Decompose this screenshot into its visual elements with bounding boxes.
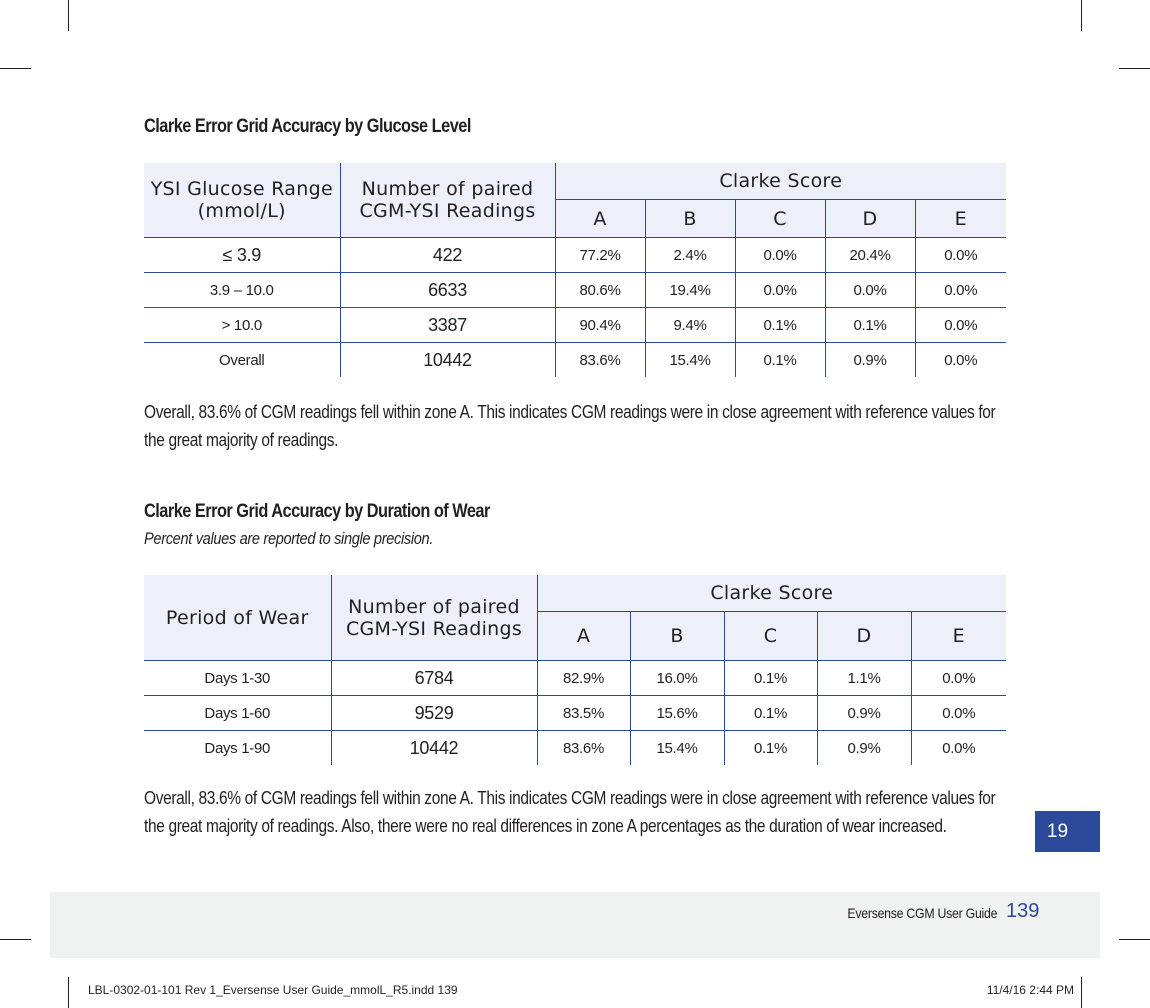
- zone-b-cell: 19.4%: [645, 273, 735, 308]
- count-cell: 10442: [340, 343, 555, 378]
- footer-guide-name: Eversense CGM User Guide: [847, 905, 997, 921]
- zone-b-cell: 16.0%: [630, 661, 724, 696]
- count-cell: 9529: [331, 696, 537, 731]
- col-header-count: Number of paired CGM-YSI Readings: [331, 575, 537, 661]
- section1-title: Clarke Error Grid Accuracy by Glucose Level: [144, 116, 471, 137]
- zone-b-cell: 15.4%: [645, 343, 735, 378]
- crop-mark: [0, 68, 31, 69]
- range-cell: > 10.0: [144, 308, 340, 343]
- zone-e-cell: 0.0%: [915, 308, 1006, 343]
- zone-d-cell: 0.0%: [825, 273, 915, 308]
- zone-header-a: A: [537, 612, 630, 661]
- zone-b-cell: 9.4%: [645, 308, 735, 343]
- count-cell: 10442: [331, 731, 537, 766]
- chapter-tab: 19: [1035, 811, 1100, 852]
- zone-header-c: C: [735, 200, 825, 238]
- zone-c-cell: 0.0%: [735, 273, 825, 308]
- crop-mark: [1081, 0, 1082, 31]
- zone-a-cell: 83.6%: [555, 343, 645, 378]
- print-slug-timestamp: 11/4/16 2:44 PM: [986, 983, 1074, 997]
- period-cell: Days 1-90: [144, 731, 331, 766]
- zone-b-cell: 2.4%: [645, 238, 735, 273]
- zone-a-cell: 90.4%: [555, 308, 645, 343]
- period-cell: Days 1-60: [144, 696, 331, 731]
- zone-a-cell: 77.2%: [555, 238, 645, 273]
- zone-c-cell: 0.1%: [724, 731, 817, 766]
- zone-e-cell: 0.0%: [944, 351, 978, 369]
- zone-b-cell: 15.6%: [630, 696, 724, 731]
- zone-d-cell: 20.4%: [825, 238, 915, 273]
- zone-header-b: B: [645, 200, 735, 238]
- zone-d-cell: 0.9%: [825, 343, 915, 378]
- zone-a-cell: 83.5%: [537, 696, 630, 731]
- zone-d-cell: 1.1%: [817, 661, 911, 696]
- zone-e-cell: 0.0%: [915, 238, 1006, 273]
- count-cell: 422: [340, 238, 555, 273]
- zone-c-cell: 0.1%: [724, 696, 817, 731]
- col-header-clarke-score: Clarke Score: [537, 575, 1006, 612]
- zone-e-cell: 0.0%: [911, 661, 1006, 696]
- crop-mark: [68, 977, 69, 1008]
- zone-e-cell: 0.0%: [915, 273, 1006, 308]
- zone-header-a: A: [555, 200, 645, 238]
- section2-subtitle: Percent values are reported to single precision.: [144, 529, 434, 548]
- col-header-period: Period of Wear: [144, 575, 331, 661]
- footer-band: [50, 892, 1100, 958]
- range-cell: Overall: [144, 343, 340, 378]
- zone-a-cell: 80.6%: [555, 273, 645, 308]
- count-cell: 3387: [340, 308, 555, 343]
- table-row: [144, 343, 1006, 378]
- col-header-count: Number of paired CGM-YSI Readings: [340, 163, 555, 238]
- zone-header-c: C: [724, 612, 817, 661]
- table-row: [144, 731, 1006, 766]
- zone-c-cell: 0.1%: [735, 308, 825, 343]
- table-row: [144, 661, 1006, 696]
- zone-c-cell: 0.0%: [735, 238, 825, 273]
- zone-c-cell: 0.1%: [735, 343, 825, 378]
- zone-header-e: E: [915, 200, 1006, 238]
- zone-header-d: D: [817, 612, 911, 661]
- count-cell: 6633: [340, 273, 555, 308]
- table-row: [144, 238, 1006, 273]
- col-header-clarke-score: Clarke Score: [555, 163, 1006, 200]
- zone-header-d: D: [825, 200, 915, 238]
- duration-of-wear-table: [144, 575, 1006, 765]
- section1-summary: Overall, 83.6% of CGM readings fell within zone A. This indicates CGM readings were in close agreement with reference values for the great majority of readings.: [144, 402, 996, 450]
- section2-title: Clarke Error Grid Accuracy by Duration of Wear: [144, 501, 490, 522]
- zone-d-cell: 0.9%: [817, 731, 911, 766]
- crop-mark: [68, 0, 69, 31]
- crop-mark: [1119, 939, 1150, 940]
- period-cell: Days 1-30: [144, 661, 331, 696]
- zone-c-cell: 0.1%: [724, 661, 817, 696]
- zone-d-cell: 0.9%: [817, 696, 911, 731]
- zone-a-cell: 83.6%: [537, 731, 630, 766]
- range-cell: ≤ 3.9: [144, 238, 340, 273]
- zone-b-cell: 15.4%: [630, 731, 724, 766]
- table-row: [144, 273, 1006, 308]
- section2-summary: Overall, 83.6% of CGM readings fell within zone A. This indicates CGM readings were in close agreement with reference values for the great majority of readings. Also, there were no real differences in zone A percentages as the duration of wear increased.: [144, 788, 996, 836]
- count-cell: 6784: [331, 661, 537, 696]
- zone-d-cell: 0.1%: [825, 308, 915, 343]
- crop-mark: [0, 939, 31, 940]
- zone-e-cell: 0.0%: [942, 739, 976, 757]
- crop-mark: [1119, 68, 1150, 69]
- page-number: 139: [1006, 900, 1040, 922]
- table-row: [144, 696, 1006, 731]
- col-header-range: YSI Glucose Range (mmol/L): [144, 163, 340, 238]
- crop-mark: [1081, 977, 1082, 1008]
- zone-e-cell: 0.0%: [911, 696, 1006, 731]
- zone-a-cell: 82.9%: [537, 661, 630, 696]
- glucose-level-table: [144, 163, 1006, 377]
- range-cell: 3.9 – 10.0: [144, 273, 340, 308]
- zone-header-b: B: [630, 612, 724, 661]
- print-slug-file: LBL-0302-01-101 Rev 1_Eversense User Guide_mmolL_R5.indd 139: [88, 983, 458, 997]
- table-row: [144, 308, 1006, 343]
- zone-header-e: E: [911, 612, 1006, 661]
